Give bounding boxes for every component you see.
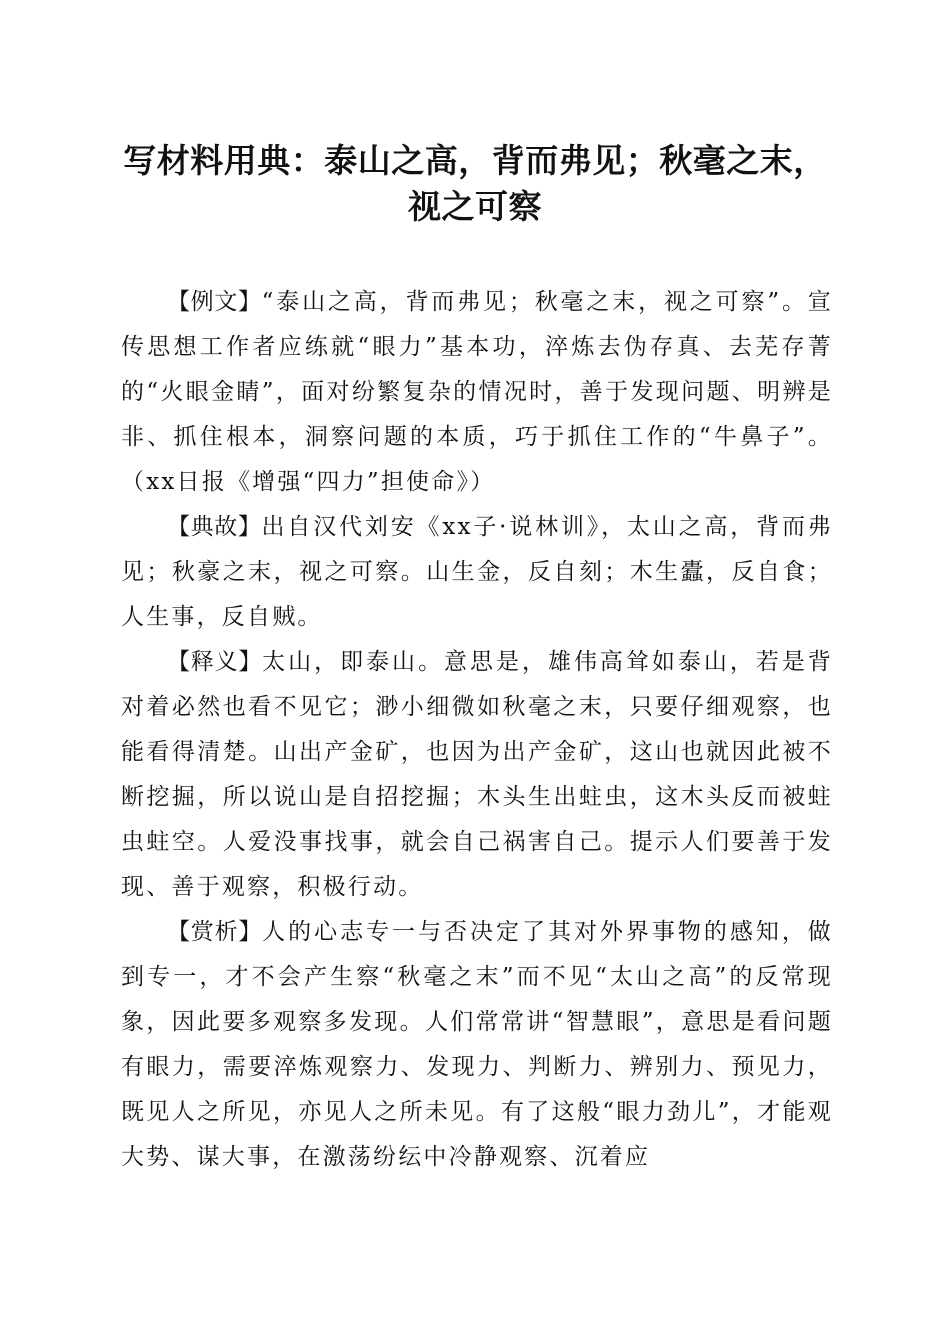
paragraph-meaning	[121, 640, 833, 910]
paragraph-example	[121, 280, 833, 505]
title-line-1: 写材料用典：泰山之高，背而弗见；秋毫之末，	[123, 141, 827, 180]
paragraph-tag: 【例文】	[167, 289, 262, 315]
paragraph-tag: 【典故】	[167, 514, 262, 540]
paragraph-tag: 【释义】	[167, 649, 263, 675]
document-body	[121, 280, 833, 1180]
paragraph-allusion	[121, 505, 833, 640]
paragraph-tag: 【赏析】	[167, 919, 263, 945]
title-line-2: 视之可察	[408, 187, 542, 226]
paragraph-text: 出自汉代刘安《xx子·说林训》，太山之高，背而弗见；秋豪之末，视之可察。山生金，反自刻；木生蠹，反自食；人生事，反自贼。	[121, 514, 833, 630]
paragraph-appreciation	[121, 910, 833, 1180]
paragraph-text: 太山，即泰山。意思是，雄伟高耸如泰山，若是背对着必然也看不见它；渺小细微如秋毫之末，只要仔细观察，也能看得清楚。山出产金矿，也因为出产金矿，这山也就因此被不断挖掘，所以说山是自招挖掘；木头生出蛀虫，这木头反而被蛀虫蛀空。人爱没事找事，就会自己祸害自己。提示人们要善于发现、善于观察，积极行动。	[121, 649, 833, 900]
paragraph-text: 人的心志专一与否决定了其对外界事物的感知，做到专一，才不会产生察“秋毫之末”而不见“太山之高”的反常现象，因此要多观察多发现。人们常常讲“智慧眼”，意思是看问题有眼力，需要淬炼观察力、发现力、判断力、辨别力、预见力，既见人之所见，亦见人之所未见。有了这般“眼力劲儿”，才能观大势、谋大事，在激荡纷纭中冷静观察、沉着应	[121, 919, 833, 1170]
paragraph-text: “泰山之高，背而弗见；秋毫之末，视之可察”。宣传思想工作者应练就“眼力”基本功，淬炼去伪存真、去芜存菁的“火眼金睛”，面对纷繁复杂的情况时，善于发现问题、明辨是非、抓住根本，洞察问题的本质，巧于抓住工作的“牛鼻子”。（xx日报《增强“四力”担使命》）	[121, 289, 834, 495]
document-title	[110, 138, 840, 230]
